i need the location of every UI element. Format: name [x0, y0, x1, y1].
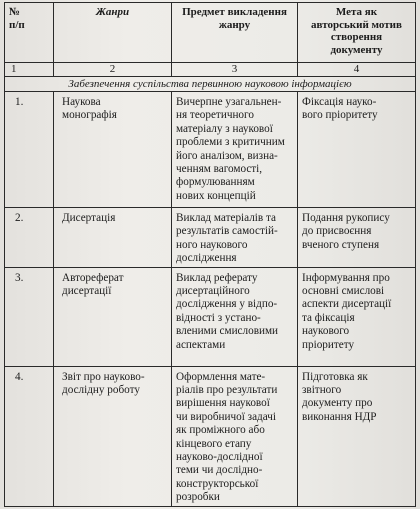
column-number: 1	[5, 63, 54, 77]
section-title: Забезпечення суспільства первинною науковою інформацією	[5, 77, 416, 92]
header-row	[5, 3, 416, 63]
table-row	[5, 366, 416, 506]
table-row	[5, 208, 416, 268]
table-row	[5, 92, 416, 208]
row-genre: Звіт про науково- дослідну роботу	[54, 366, 172, 506]
header-no: № п/п	[5, 3, 54, 63]
header-subject: Предмет викладення жанру	[172, 3, 298, 63]
table-row	[5, 267, 416, 366]
row-goal: Інформування про основні смислові аспекти дисертації та фіксація наукового пріоритету	[298, 267, 416, 366]
column-number: 3	[172, 63, 298, 77]
genres-table	[4, 2, 416, 507]
section-row	[5, 77, 416, 92]
row-subject: Виклад матеріалів та результатів самостій- ного наукового дослідження	[172, 208, 298, 268]
row-genre: Автореферат дисертації	[54, 267, 172, 366]
row-number: 1.	[5, 92, 54, 208]
row-subject: Вичерпне узагальнен- ня теоретичного матеріалу з наукової проблеми з критичним його аналізом, визна- ченням вагомості, формулюванням нових концепцій	[172, 92, 298, 208]
column-numbers-row	[5, 63, 416, 77]
column-number: 4	[298, 63, 416, 77]
row-number: 4.	[5, 366, 54, 506]
row-goal: Підготовка як звітного документу про виконання НДР	[298, 366, 416, 506]
row-genre: Дисертація	[54, 208, 172, 268]
row-number: 3.	[5, 267, 54, 366]
header-goal: Мета як авторський мотив створення документу	[298, 3, 416, 63]
row-subject: Виклад реферату дисертаційного дослідження у відпо- відності з устано- вленими смисловими аспектами	[172, 267, 298, 366]
row-goal: Фіксація науко- вого пріоритету	[298, 92, 416, 208]
row-genre: Наукова монографія	[54, 92, 172, 208]
column-number: 2	[54, 63, 172, 77]
row-number: 2.	[5, 208, 54, 268]
row-goal: Подання рукопису до присвоєння вченого ступеня	[298, 208, 416, 268]
header-genre: Жанри	[54, 3, 172, 63]
row-subject: Оформлення мате- ріалів про результати вирішення наукової чи виробничої задачі як проміжного або кінцевого етапу науково-дослідної теми чи дослідно- конструкторської розробки	[172, 366, 298, 506]
